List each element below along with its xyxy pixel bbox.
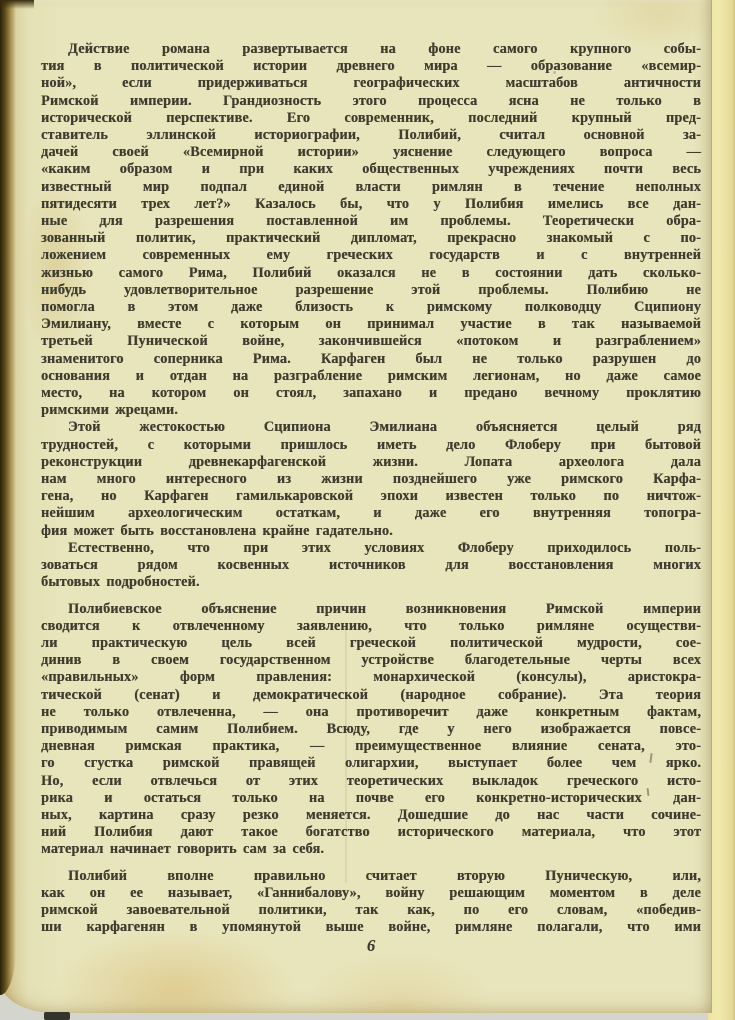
text-line: «каким образом и при каких общественных учреждениях почти весь bbox=[41, 161, 701, 178]
text-line: сводится к отвлеченному заявлению, что только римляне осуществи- bbox=[41, 617, 701, 634]
text-line: тия в политической истории древнего мира — образование «всемир- bbox=[41, 58, 701, 75]
text-line: ний Полибия дают такое богатство исторического материала, что этот bbox=[41, 824, 701, 841]
next-page-edge bbox=[708, 0, 735, 1020]
text-line: ши карфагенян в упомянутой выше войне, римляне полагали, что ими bbox=[41, 919, 701, 936]
text-line: рика и остаться только на почве его конкретно-исторических дан- bbox=[41, 789, 701, 806]
text-line: ной», если придерживаться географических масштабов античности bbox=[41, 75, 701, 92]
text-line: гена, но Карфаген гамилькаровской эпохи известен только по ничтож- bbox=[41, 488, 701, 505]
text-line: го сгустка римской правящей олигархии, выступает более чем ярко. bbox=[41, 755, 701, 772]
text-line: ложением современных ему греческих государств и с внутренней bbox=[41, 247, 701, 264]
text-line: материал начинает говорить сам за себя. bbox=[41, 841, 325, 858]
text-line: как он ее называет, «Ганнибалову», войну решающим моментом в деле bbox=[41, 884, 701, 901]
text-line: «правильных» форм правления: монархической (консулы), аристокра- bbox=[41, 669, 701, 686]
page-text bbox=[41, 41, 701, 936]
text-line: Естественно, что при этих условиях Флоберу приходилось поль- bbox=[68, 539, 701, 556]
text-line: Действие романа развертывается на фоне самого крупного собы- bbox=[68, 41, 701, 57]
text-line: известный мир подпал единой власти римлян в течение неполных bbox=[41, 178, 701, 195]
text-line: жизнью самого Рима, Полибий оказался не в состоянии дать сколько- bbox=[41, 264, 701, 281]
page-corner-shadow bbox=[0, 0, 34, 9]
text-line: третьей Пунической войне, закончившейся «потоком и разграблением» bbox=[41, 333, 701, 350]
text-line: знаменитого соперника Рима. Карфаген был не только разрушен до bbox=[41, 350, 701, 367]
text-line: пятидесяти трех лет?» Казалось бы, что у Полибия имелись все дан- bbox=[41, 195, 701, 212]
paragraph bbox=[41, 601, 701, 859]
paragraph bbox=[41, 540, 701, 592]
text-line: зованный политик, практический дипломат, прекрасно знакомый с по- bbox=[41, 230, 701, 247]
text-line: нейшим археологическим остаткам, и даже его внутренняя топогра- bbox=[41, 505, 701, 522]
text-line: приводимым самим Полибием. Всюду, где у него изображается повсе- bbox=[41, 720, 701, 737]
text-line: место, на котором он стоял, запахано и предано вечному проклятию bbox=[41, 385, 701, 402]
text-line: Полибий вполне правильно считает вторую Пуническую, или, bbox=[68, 867, 701, 884]
text-line: динив в своем государственном устройстве благодетельные черты всех bbox=[41, 652, 701, 669]
page-number: 6 bbox=[366, 936, 376, 955]
text-line: трудностей, с которыми пришлось иметь дело Флоберу при бытовой bbox=[41, 436, 701, 453]
text-line: не только отвлеченна, — она противоречит даже конкретным фактам, bbox=[41, 703, 701, 720]
text-line: тической (сенат) и демократической (народное собрание). Эта теория bbox=[41, 686, 701, 703]
text-line: ные для разрешения поставленной им проблемы. Теоретически обра- bbox=[41, 213, 701, 230]
text-line: исторической перспективе. Его современник, последний крупный пред- bbox=[41, 109, 701, 126]
text-line: римскими жрецами. bbox=[41, 402, 178, 419]
text-line: дачей своей «Всемирной истории» уяснение следующего вопроса — bbox=[41, 144, 701, 161]
text-line: дневная римская практика, — преимущественное влияние сената, это- bbox=[41, 738, 701, 755]
paragraph bbox=[41, 41, 701, 419]
text-line: Полибиевское объяснение причин возникновения Римской империи bbox=[68, 600, 701, 617]
text-line: Но, если отвлечься от этих теоретических выкладок греческого исто- bbox=[41, 772, 701, 789]
text-line: ставитель эллинской историографии, Полибий, считал основной за- bbox=[41, 127, 701, 144]
scanner-bed-mark bbox=[44, 1012, 70, 1020]
paragraph bbox=[41, 868, 701, 937]
text-line: реконструкции древнекарфагенской жизни. Лопата археолога дала bbox=[41, 453, 701, 470]
text-line: римской завоевательной политики, так как, по его словам, «победив- bbox=[41, 901, 701, 918]
text-line: нам много интересного из жизни позднейшего уже римского Карфа- bbox=[41, 471, 701, 488]
text-line: помогла в этом даже близость к римскому полководцу Сципиону bbox=[41, 299, 701, 316]
text-line: ных, картина сразу резко меняется. Дошедшие до нас части сочине- bbox=[41, 806, 701, 823]
paragraph bbox=[41, 419, 701, 539]
text-line: фия может быть восстановлена крайне гадательно. bbox=[41, 522, 393, 539]
text-line: зоваться рядом косвенных источников для восстановления многих bbox=[41, 557, 701, 574]
text-line: основания и отдан на разграбление римским легионам, но даже самое bbox=[41, 367, 701, 384]
text-line: ли практическую цель всей греческой политической мудрости, сое- bbox=[41, 634, 701, 651]
text-line: нибудь удовлетворительное разрешение этой проблемы. Полибию не bbox=[41, 281, 701, 298]
text-line: Римской империи. Грандиозность этого процесса ясна не только в bbox=[41, 92, 701, 109]
text-line: Эмилиану, вместе с которым он принимал участие в так называемой bbox=[41, 316, 701, 333]
text-line: бытовых подробностей. bbox=[41, 574, 200, 591]
text-line: Этой жестокостью Сципиона Эмилиана объясняется целый ряд bbox=[68, 419, 701, 436]
book-spine-edge bbox=[0, 0, 16, 995]
